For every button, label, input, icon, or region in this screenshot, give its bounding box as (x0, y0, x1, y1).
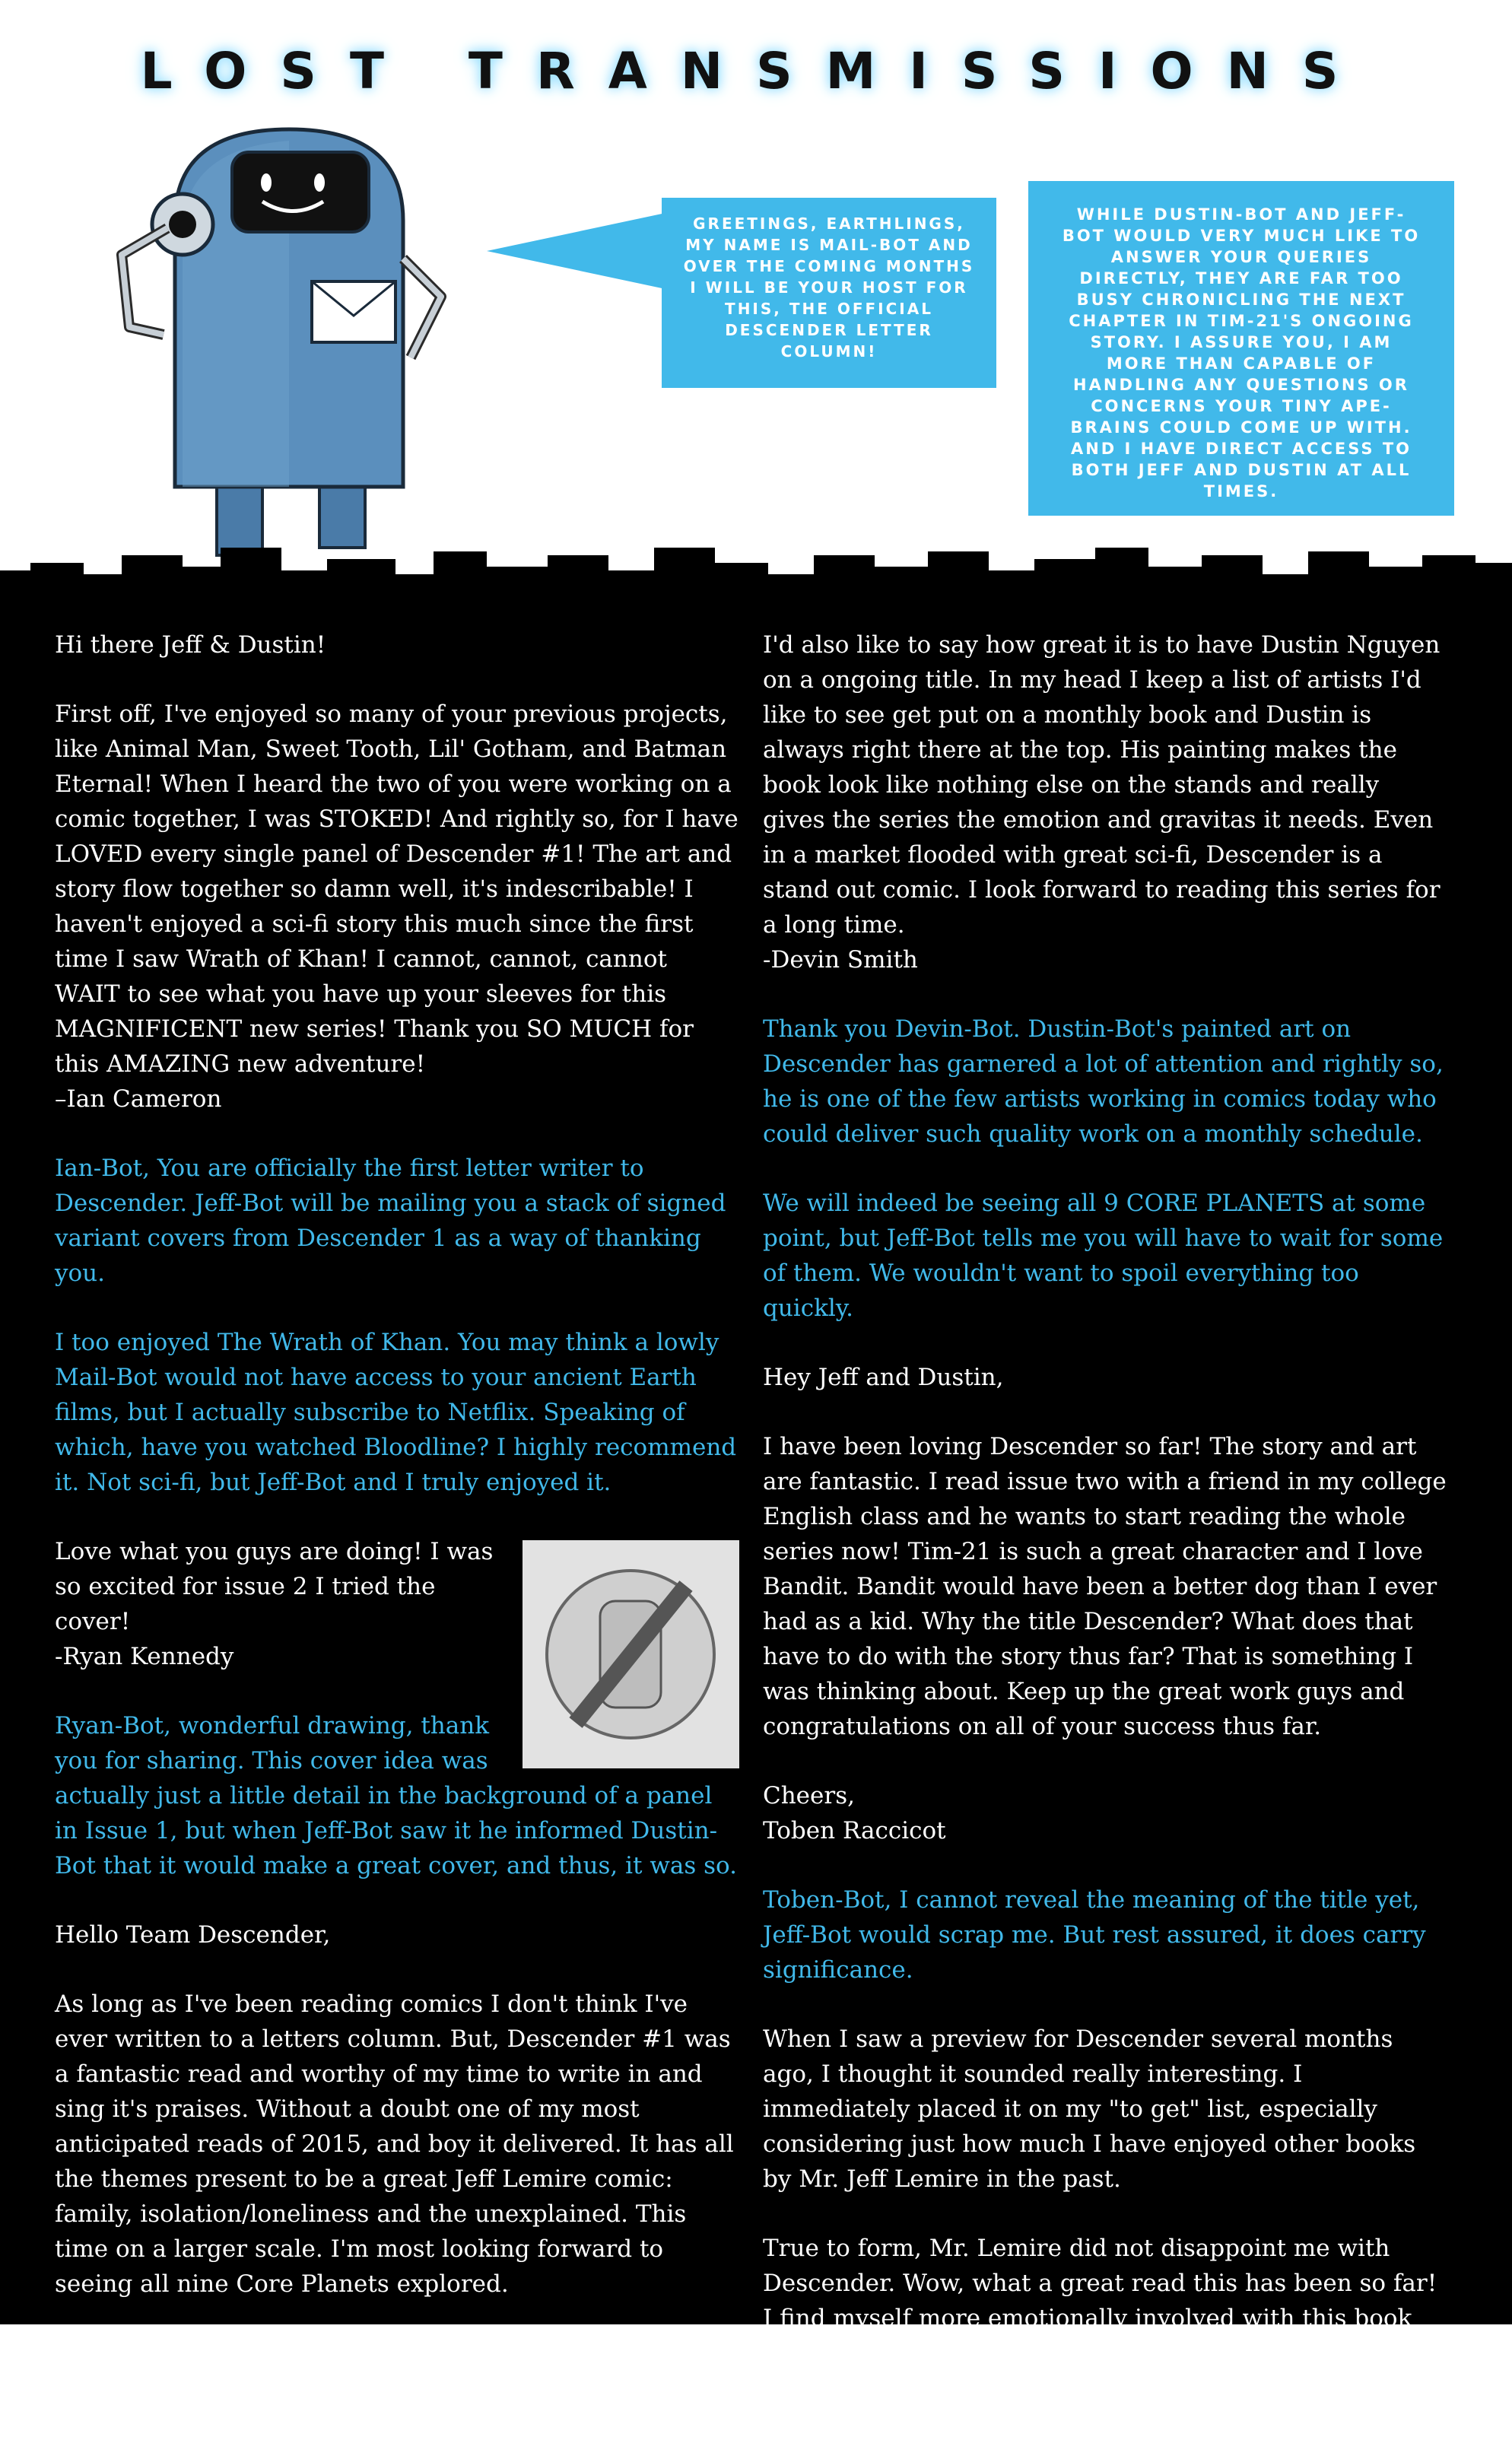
mailbot-robot-illustration (91, 106, 517, 593)
letter-text: Hello Team Descender, (55, 1921, 331, 1949)
letter-text: I have been loving Descender so far! The story and art are fantastic. I read issue two with a friend in my college English class and he wants to start reading the whole series now! Tim-21 is such a great character and I love Bandit. Bandit would have been a better dog than I ever had as a kid. Why the title Descender? What does that have to do with the story thus far? That is something I was thinking about. Keep up the great work guys and congratulations on all of your success thus far. (763, 1433, 1447, 1740)
letter-text: As long as I've been reading comics I don't think I've ever written to a letters column. But, Descender #1 was a fantastic read and worthy of my time to write in and sing it's praises. Without a doubt one of my most anticipated reads of 2015, and boy it delivered. It has all the themes present to be a great Jeff Lemire comic: family, isolation/loneliness and the unexplained. This time on a larger scale. I'm most looking forward to seeing all nine Core Planets explored. (55, 1990, 734, 2298)
letter-text: First off, I've enjoyed so many of your previous projects, like Animal Man, Sweet Tooth, Lil' Gotham, and Batman Eternal! When I heard the two of you were working on a comic together, I was STOKED! And rightly so, for I have LOVED every single panel of Descender #1! The art and story flow together so damn well, it's indescribable! I haven't enjoyed a sci-fi story this much since the first time I saw Wrath of Khan! I cannot, cannot, cannot WAIT to see what you have up your sleeves for this MAGNIFICENT new series! Thank you SO MUCH for this AMAZING new adventure! –Ian Cameron (55, 701, 739, 1113)
reader-cover-drawing-image (523, 1540, 739, 1768)
city-skyline-divider (0, 532, 1512, 593)
speech-bubble-greeting: GREETINGS, EARTHLINGS, MY NAME IS MAIL-BOT AND OVER THE COMING MONTHS I WILL BE YOUR HOST FOR THIS, THE OFFICIAL DESCENDER LETTER COLUMN! (662, 198, 996, 388)
left-column (55, 627, 739, 2336)
letter-text: When I saw a preview for Descender several months ago, I thought it sounded really interesting. I immediately placed it on my "to get" list, especially considering just how much I have enjoyed other books by Mr. Jeff Lemire in the past. (763, 2025, 1416, 2193)
speech-bubble-tail (487, 167, 669, 319)
mailbot-reply: We will indeed be seeing all 9 CORE PLANETS at some point, but Jeff-Bot tells me you will have to wait for some of them. We wouldn't want to spoil everything too quickly. (763, 1190, 1444, 1322)
mailbot-reply: I too enjoyed The Wrath of Khan. You may think a lowly Mail-Bot would not have access to your ancient Earth films, but I actually subscribe to Netflix. Speaking of which, have you watched Bloodline? I highly recommend it. Not sci-fi, but Jeff-Bot and I truly enjoyed it. (55, 1329, 737, 1496)
mailbot-reply: Thank you Devin-Bot. Dustin-Bot's painted art on Descender has garnered a lot of attention and rightly so, he is one of the few artists working in comics today who could deliver such quality work on a monthly schedule. (763, 1015, 1444, 1148)
letter-text: Love what you guys are doing! I was so excited for issue 2 I tried the cover! -Ryan Kennedy (55, 1538, 494, 1670)
header (0, 0, 1512, 586)
mailbot-reply: Toben-Bot, I cannot reveal the meaning of the title yet, Jeff-Bot would scrap me. But rest assured, it does carry significance. (763, 1886, 1426, 1984)
reader-drawing-block (55, 1534, 739, 1883)
mailbot-reply: Ryan-Bot, wonderful drawing, thank you for sharing. This cover idea was actually just a little detail in the background of a panel in Issue 1, but when Jeff-Bot saw it he informed Dustin-Bot that it would make a great cover, and thus, it was so. (55, 1712, 738, 1879)
letter-text: True to form, Mr. Lemire did not disappoint me with Descender. Wow, what a great read this has been so far! I find myself more emotionally involved with this book than perhaps any other I have ever read, thanks mostly to our (763, 2235, 1437, 2402)
letter-text: Hi there Jeff & Dustin! (55, 631, 326, 659)
letters-section (0, 586, 1512, 2402)
mailbot-reply: Ian-Bot, You are officially the first letter writer to Descender. Jeff-Bot will be mailing you a stack of signed variant covers from Descender 1 as a way of thanking you. (55, 1155, 726, 1287)
right-column (763, 627, 1447, 2440)
letter-text: Hey Jeff and Dustin, (763, 1364, 1004, 1391)
page-title: LOST TRANSMISSIONS (140, 42, 1372, 100)
letter-text: Cheers, Toben Raccicot (763, 1782, 946, 1844)
speech-bubble-intro: WHILE DUSTIN-BOT AND JEFF-BOT WOULD VERY MUCH LIKE TO ANSWER YOUR QUERIES DIRECTLY, THEY ARE FAR TOO BUSY CHRONICLING THE NEXT CHAPTER IN TIM-21'S ONGOING STORY. I ASSURE YOU, I AM MORE THAN CAPABLE OF HANDLING ANY QUESTIONS OR CONCERNS YOUR TINY APE-BRAINS COULD COME UP WITH. AND I HAVE DIRECT ACCESS TO BOTH JEFF AND DUSTIN AT ALL TIMES. (1028, 181, 1454, 516)
letter-text: I'd also like to say how great it is to have Dustin Nguyen on a ongoing title. In my head I keep a list of artists I'd like to see get put on a monthly book and Dustin is always right there at the top. His painting makes the book look like nothing else on the stands and really gives the series the emotion and gravitas it needs. Even in a market flooded with great sci-fi, Descender is a stand out comic. I look forward to reading this series for a long time. -Devin Smith (763, 631, 1441, 974)
